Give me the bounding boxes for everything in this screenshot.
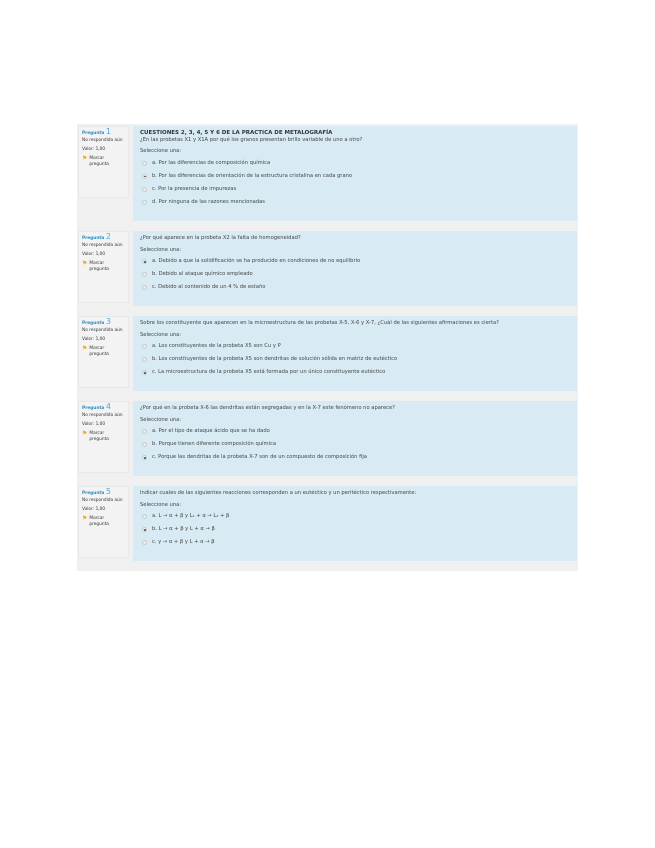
question-content: [133, 126, 577, 221]
flag-question-button[interactable]: [82, 431, 125, 443]
answer-option[interactable]: [142, 438, 570, 451]
flag-icon: ⚑: [82, 260, 88, 267]
answer-prompt: Seleccione una:: [140, 416, 182, 423]
flag-question-button[interactable]: [82, 346, 125, 358]
question-content: [133, 231, 577, 306]
option-label[interactable]: a. Debido a que la solidificación se ha producido en condiciones de no equilibrio: [152, 258, 361, 265]
question-number-value: 3: [105, 317, 111, 326]
radio-button[interactable]: [142, 357, 147, 362]
option-label[interactable]: a. Los constituyentes de la probeta X5 son Cu y P: [152, 343, 281, 350]
question-state: No respondida aún: [82, 243, 123, 248]
answer-option[interactable]: [142, 157, 570, 170]
radio-button-checked[interactable]: [142, 174, 147, 179]
option-label[interactable]: b. Los constituyentes de la probeta X5 son dendritas de solución sólida en matriz de eutéctico: [152, 356, 398, 363]
answer-prompt: Seleccione una:: [140, 148, 182, 154]
question-content: [133, 486, 577, 561]
radio-button[interactable]: [142, 514, 147, 519]
option-label[interactable]: a. Por las diferencias de composición química: [152, 159, 271, 166]
question-info: [78, 486, 129, 558]
question-number: [82, 489, 125, 497]
question-info: [78, 316, 129, 388]
question-info: [78, 126, 129, 198]
option-label[interactable]: b. L → α + β y L + α → β: [152, 526, 215, 533]
flag-icon: ⚑: [82, 155, 88, 162]
question-label: Pregunta: [82, 131, 105, 136]
answer-option[interactable]: [142, 170, 570, 183]
answer-options: [140, 255, 570, 294]
option-label[interactable]: c. Debido al contenido de un 4 % de estaño: [152, 284, 266, 291]
section-heading: CUESTIONES 2, 3, 4, 5 Y 6 DE LA PRACTICA DE METALOGRAFÍA: [140, 130, 333, 136]
answer-options: [140, 510, 570, 549]
answer-prompt: Seleccione una:: [140, 331, 182, 338]
option-label[interactable]: c. La microestructura de la probeta X5 está formada por un único constituyente eutéctico: [152, 369, 386, 376]
option-label[interactable]: b. Porque tienen diferente composición química: [152, 441, 277, 448]
question-info: [78, 401, 129, 473]
question-number-value: 2: [105, 232, 111, 241]
question-state: No respondida aún: [82, 498, 123, 503]
option-label[interactable]: a. Por el tipo de ataque ácido que se ha dado: [152, 428, 270, 435]
answer-option[interactable]: [142, 255, 570, 268]
flag-label: Marcar pregunta: [89, 346, 109, 357]
answer-option[interactable]: [142, 340, 570, 353]
question-number-value: 4: [105, 402, 111, 411]
radio-button-checked[interactable]: [142, 370, 147, 375]
question-number: [82, 129, 125, 137]
question-text: Sobre los constituyente que aparecen en la microestructura de las probetas X-5, X-6 y X-7, ¿Cuál de las siguientes afirmaciones es cierta?: [140, 320, 499, 326]
option-label[interactable]: b. Por las diferencias de orientación de la estructura cristalina en cada grano: [152, 172, 353, 179]
question-grade: Valor: 1,00: [82, 337, 106, 342]
answer-option[interactable]: [142, 451, 570, 464]
radio-button[interactable]: [142, 429, 147, 434]
answer-options: [140, 425, 570, 464]
option-label[interactable]: c. Por la presencia de impurezas: [152, 185, 237, 192]
answer-prompt: Seleccione una:: [140, 501, 182, 508]
answer-options: [140, 340, 570, 379]
answer-option[interactable]: [142, 425, 570, 438]
answer-option[interactable]: [142, 353, 570, 366]
question-label: Pregunta: [82, 406, 105, 411]
answer-prompt: Seleccione una:: [140, 246, 182, 253]
question-grade: Valor: 1,00: [82, 147, 106, 152]
question-text: Indicar cuales de las siguientes reacciones corresponden a un eutéctico y un peritéctico respectivamente:: [140, 490, 417, 496]
question-label: Pregunta: [82, 236, 105, 241]
answer-options: [140, 157, 570, 209]
question-state: No respondida aún: [82, 138, 123, 143]
flag-label: Marcar pregunta: [89, 261, 109, 272]
flag-icon: ⚑: [82, 345, 88, 352]
radio-button-checked[interactable]: [142, 527, 147, 532]
radio-button[interactable]: [142, 285, 147, 290]
answer-option[interactable]: [142, 536, 570, 549]
answer-option[interactable]: [142, 523, 570, 536]
answer-option[interactable]: [142, 510, 570, 523]
question-number-value: 1: [105, 127, 111, 136]
question-state: No respondida aún: [82, 328, 123, 333]
option-label[interactable]: c. Porque las dendritas de la probeta X-7 son de un compuesto de composición fija: [152, 454, 367, 461]
question-text: ¿Por qué aparece en la probeta X2 la falta de homogeneidad?: [140, 235, 301, 241]
answer-option[interactable]: [142, 366, 570, 379]
radio-button[interactable]: [142, 442, 147, 447]
flag-icon: ⚑: [82, 430, 88, 437]
question-content: [133, 316, 577, 391]
question-text: ¿Por qué en la probeta X-6 las dendritas están segregadas y en la X-7 este fenómeno no aparece?: [140, 405, 395, 411]
radio-button[interactable]: [142, 272, 147, 277]
question-info: [78, 231, 129, 303]
radio-button[interactable]: [142, 344, 147, 349]
question-number: [82, 319, 125, 327]
flag-label: Marcar pregunta: [89, 516, 109, 527]
quiz-attempt: [77, 124, 578, 571]
radio-button[interactable]: [142, 200, 147, 205]
question-grade: Valor: 1,00: [82, 422, 106, 427]
flag-question-button[interactable]: [82, 261, 125, 273]
question-number: [82, 234, 125, 242]
option-label[interactable]: d. Por ninguna de las razones mencionadas: [152, 198, 265, 205]
question-text: ¿En las probetas X1 y X1A por qué los granos presentan brillo variable de uno a otro?: [140, 136, 363, 143]
flag-question-button[interactable]: [82, 516, 125, 528]
answer-option[interactable]: [142, 183, 570, 196]
question-grade: Valor: 1,00: [82, 507, 106, 512]
radio-button[interactable]: [142, 540, 147, 545]
answer-option[interactable]: [142, 196, 570, 209]
question-number-value: 5: [105, 487, 111, 496]
answer-option[interactable]: [142, 268, 570, 281]
option-label[interactable]: b. Debido al ataque químico empleado: [152, 271, 253, 278]
radio-button[interactable]: [142, 187, 147, 192]
question-label: Pregunta: [82, 491, 105, 496]
flag-label: Marcar pregunta: [89, 156, 109, 167]
radio-button-checked[interactable]: [142, 455, 147, 460]
answer-option[interactable]: [142, 281, 570, 294]
flag-question-button[interactable]: [82, 156, 125, 168]
flag-icon: ⚑: [82, 515, 88, 522]
question-content: [133, 401, 577, 476]
option-label[interactable]: a. L → α + β y L₁ + α → L₂ + β: [152, 513, 230, 520]
question-number: [82, 404, 125, 412]
question-state: No respondida aún: [82, 413, 123, 418]
question-label: Pregunta: [82, 321, 105, 326]
radio-button[interactable]: [142, 161, 147, 166]
flag-label: Marcar pregunta: [89, 431, 109, 442]
radio-button-checked[interactable]: [142, 259, 147, 264]
option-label[interactable]: c. γ → α + β y L + α → β: [152, 539, 215, 546]
question-grade: Valor: 1,00: [82, 252, 106, 257]
